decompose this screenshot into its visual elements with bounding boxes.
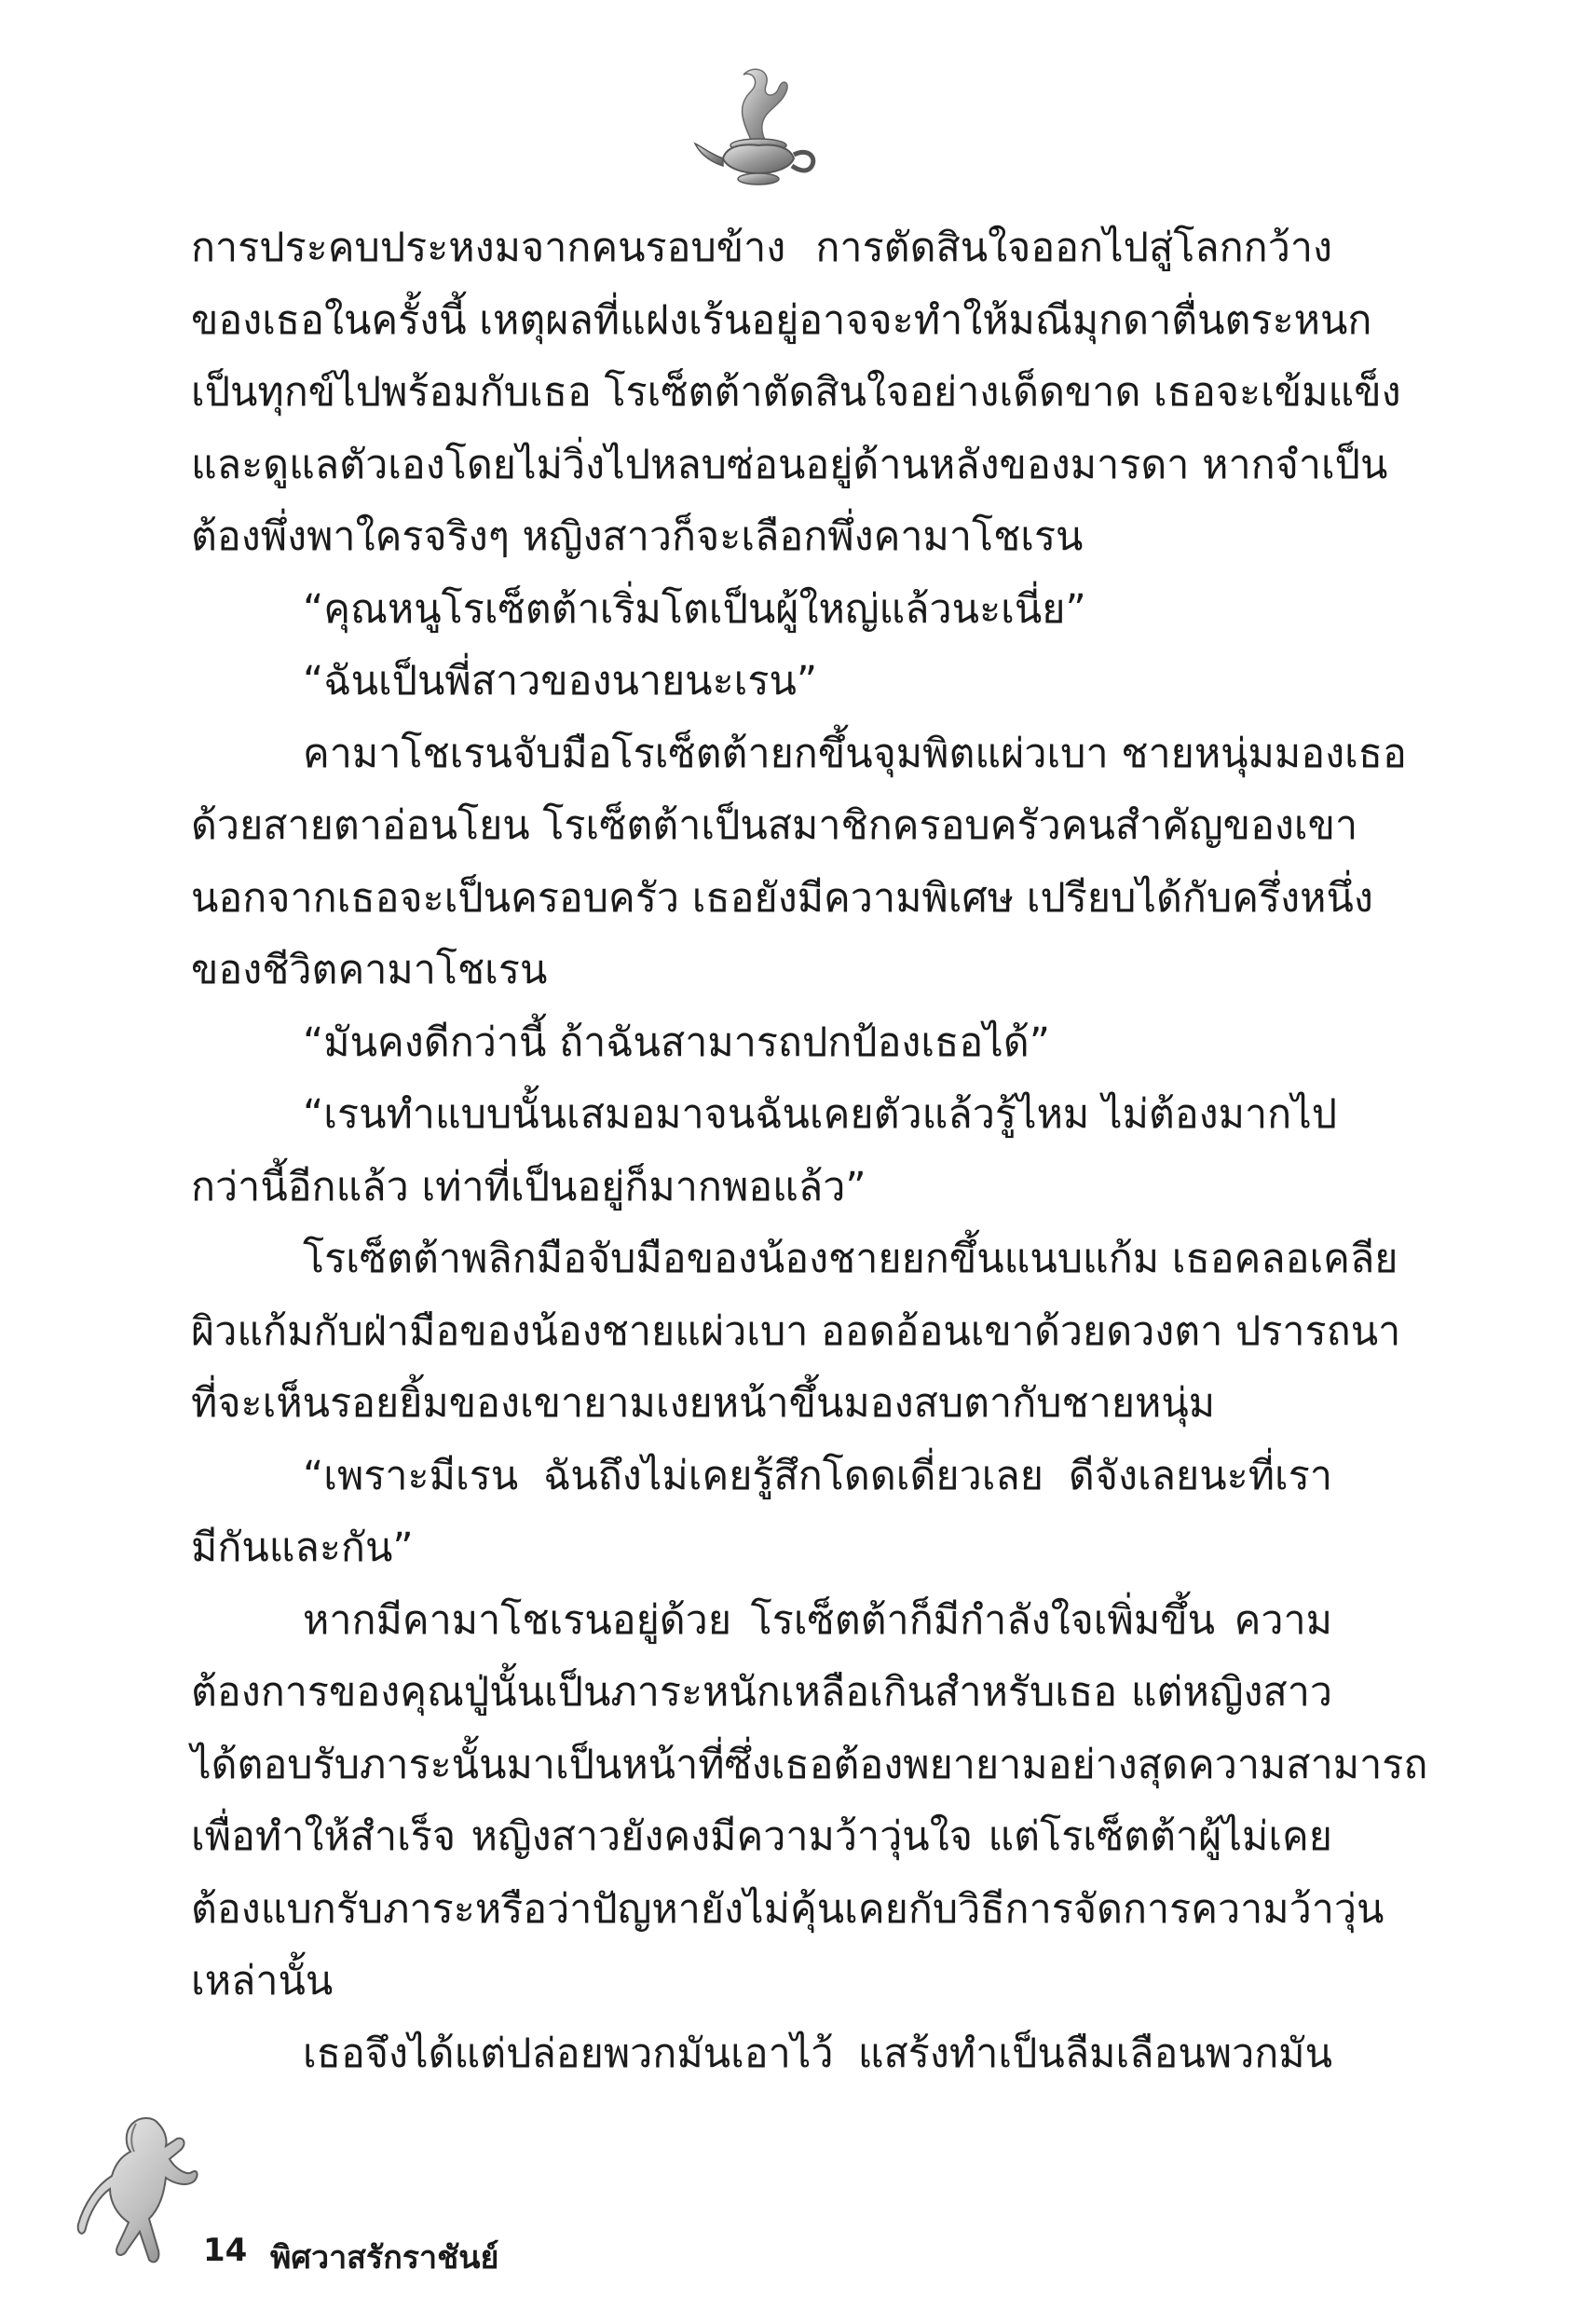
text-line: ของชีวิตคามาโชเรน xyxy=(191,947,548,993)
text-line: โรเซ็ตต้าพลิกมือจับมือของน้องชายยกขึ้นแนบแก้ม เธอคลอเคลีย xyxy=(303,1236,1398,1282)
text-line: กว่านี้อีกแล้ว เท่าที่เป็นอยู่ก็มากพอแล้ว” xyxy=(191,1163,866,1210)
text-line: เธอจึงได้แต่ปล่อยพวกมันเอาไว้ แสร้งทำเป็นลืมเลือนพวกมัน xyxy=(303,2030,1332,2077)
text-line: เหล่านั้น xyxy=(191,1958,334,2004)
text-line: ได้ตอบรับภาระนั้นมาเป็นหน้าที่ซึ่งเธอต้องพยายามอย่างสุดความสามารถ xyxy=(191,1741,1428,1788)
text-line: นอกจากเธอจะเป็นครอบครัว เธอยังมีความพิเศษ เปรียบได้กับครึ่งหนึ่ง xyxy=(191,874,1373,922)
text-line: “ฉันเป็นพี่สาวของนายนะเรน” xyxy=(303,658,818,704)
text-line: และดูแลตัวเองโดยไม่วิ่งไปหลบซ่อนอยู่ด้านหลังของมารดา หากจำเป็น xyxy=(191,441,1388,488)
text-line: “คุณหนูโรเซ็ตต้าเริ่มโตเป็นผู้ใหญ่แล้วนะเนี่ย” xyxy=(303,585,1086,633)
rearing-horse-icon xyxy=(75,2111,205,2278)
genie-lamp-icon xyxy=(686,54,825,194)
text-line: “มันคงดีกว่านี้ ถ้าฉันสามารถปกป้องเธอได้” xyxy=(303,1019,1051,1066)
page-footer xyxy=(75,2111,727,2278)
text-line: “เพราะมีเรน ฉันถึงไม่เคยรู้สึกโดดเดี่ยวเลย ดีจังเลยนะที่เรา xyxy=(303,1452,1332,1499)
body-text xyxy=(191,212,1428,2090)
text-line: ผิวแก้มกับฝ่ามือของน้องชายแผ่วเบา ออดอ้อนเขาด้วยดวงตา ปรารถนา xyxy=(191,1307,1401,1355)
text-line: การประคบประหงมจากคนรอบข้าง การตัดสินใจออกไปสู่โลกกว้าง xyxy=(191,225,1332,271)
text-line: ต้องการของคุณปู่นั้นเป็นภาระหนักเหลือเกินสำหรับเธอ แต่หญิงสาว xyxy=(191,1669,1332,1716)
book-title: พิศวาสรักราชันย์ xyxy=(270,2239,499,2277)
text-line: ต้องพึ่งพาใครจริงๆ หญิงสาวก็จะเลือกพึ่งคามาโชเรน xyxy=(191,513,1084,560)
text-line: เป็นทุกข์ไปพร้อมกับเธอ โรเซ็ตต้าตัดสินใจอย่างเด็ดขาด เธอจะเข้มแข็ง xyxy=(191,369,1401,416)
text-line: ด้วยสายตาอ่อนโยน โรเซ็ตต้าเป็นสมาชิกครอบครัวคนสำคัญของเขา xyxy=(191,802,1358,849)
text-line: มีกันและกัน” xyxy=(191,1525,414,1571)
text-line: ต้องแบกรับภาระหรือว่าปัญหายังไม่คุ้นเคยกับวิธีการจัดการความว้าวุ่น xyxy=(191,1885,1385,1933)
text-line: เพื่อทำให้สำเร็จ หญิงสาวยังคงมีความว้าวุ่นใจ แต่โรเซ็ตต้าผู้ไม่เคย xyxy=(191,1813,1332,1860)
text-line: “เรนทำแบบนั้นเสมอมาจนฉันเคยตัวแล้วรู้ไหม ไม่ต้องมากไป xyxy=(303,1091,1338,1138)
text-line: หากมีคามาโชเรนอยู่ด้วย โรเซ็ตต้าก็มีกำลังใจเพิ่มขึ้น ความ xyxy=(303,1596,1332,1644)
text-line: ของเธอในครั้งนี้ เหตุผลที่แฝงเร้นอยู่อาจจะทำให้มณีมุกดาตื่นตระหนก xyxy=(191,296,1372,344)
page-number: 14 xyxy=(203,2232,248,2269)
text-line: ที่จะเห็นรอยยิ้มของเขายามเงยหน้าขึ้นมองสบตากับชายหนุ่ม xyxy=(191,1380,1216,1427)
text-line: คามาโชเรนจับมือโรเซ็ตต้ายกขึ้นจุมพิตแผ่วเบา ชายหนุ่มมองเธอ xyxy=(303,730,1407,777)
